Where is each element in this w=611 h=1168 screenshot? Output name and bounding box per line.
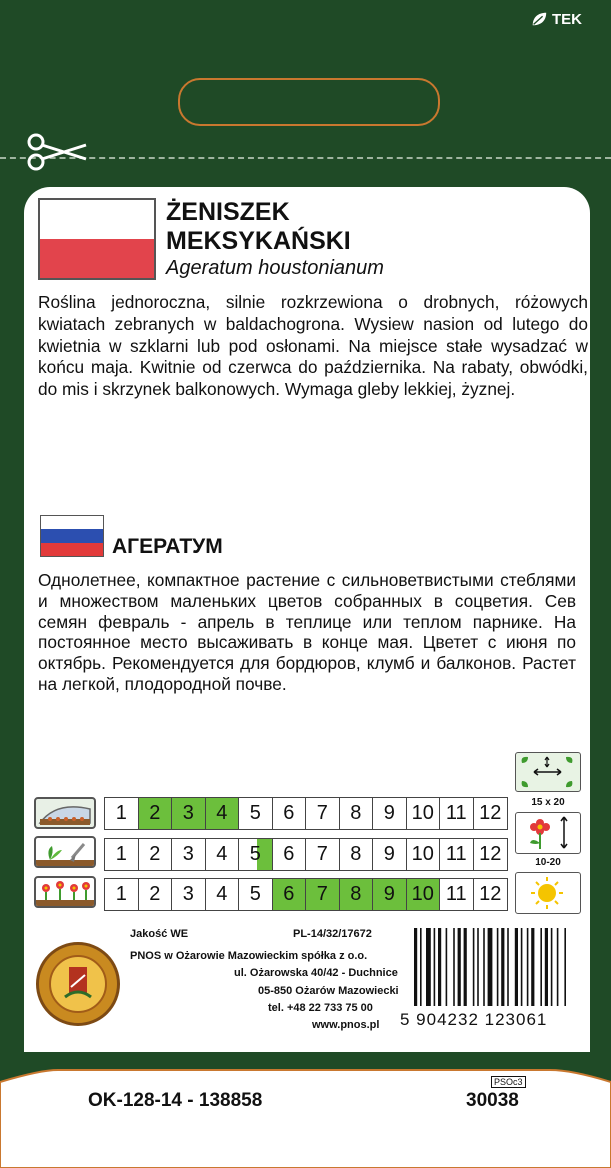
hang-slot (178, 78, 440, 126)
month-cell: 1 (105, 879, 139, 910)
polish-flag-icon (38, 198, 156, 280)
spacing-label: 15 x 20 (531, 797, 565, 808)
greenhouse-icon (34, 797, 96, 829)
month-cell: 9 (373, 798, 407, 829)
month-cell: 11 (440, 839, 474, 870)
company-phone: tel. +48 22 733 75 00 (268, 1002, 373, 1014)
barcode-number: 5 904232 123061 (400, 1010, 548, 1029)
month-cell: 6 (273, 879, 307, 910)
month-cell: 1 (105, 798, 139, 829)
polish-title-line2: MEKSYKAŃSKI (166, 227, 351, 255)
month-cell: 10 (407, 879, 441, 910)
month-cell: 7 (306, 839, 340, 870)
month-cell: 5 (239, 879, 273, 910)
month-cell: 6 (273, 798, 307, 829)
flowers-icon (34, 876, 96, 908)
brand-mark (530, 10, 582, 28)
company-city: 05-850 Ożarów Mazowiecki (258, 985, 399, 997)
polish-title-line1: ŻENISZEK (166, 198, 290, 226)
company-website[interactable]: www.pnos.pl (312, 1019, 380, 1031)
month-cell: 12 (479, 843, 502, 865)
month-cell: 11 (440, 798, 474, 829)
barcode (412, 928, 588, 1020)
month-cell: 9 (373, 879, 407, 910)
month-cell: 12 (479, 802, 502, 824)
month-cell: 12 (479, 883, 502, 905)
russian-description: Однолетнее, компактное растение с сильноветвистыми стеблями и множеством маленьких цветов собранных в соцветия. Сев семян февраль - апрель в теплице или теплом парнике. На постоянное место высаживать в конце мая. Цветет с июня по октябрь. Рекомендуется для бордюров, клумб и балконов. Растет на легкой, плодородной почве. (38, 570, 576, 694)
month-cell: 8 (340, 839, 374, 870)
polish-title (166, 198, 351, 256)
cut-line (0, 157, 611, 159)
plant-height-icon (515, 812, 581, 854)
month-cell: 4 (206, 879, 240, 910)
sun-icon (515, 872, 581, 914)
month-cell: 3 (172, 839, 206, 870)
latin-name: Ageratum houstonianum (166, 257, 384, 279)
trowel-planting-icon (34, 836, 96, 868)
month-cell: 7 (306, 798, 340, 829)
month-cell: 10 (407, 798, 441, 829)
month-cell: 4 (206, 839, 240, 870)
month-cell: 2 (139, 879, 173, 910)
month-cell: 2 (139, 839, 173, 870)
month-cell: 8 (340, 798, 374, 829)
height-label: 10-20 (535, 857, 561, 868)
spacing-icon (515, 752, 581, 792)
month-cell: 8 (340, 879, 374, 910)
polish-description: Roślina jednoroczna, silnie rozkrzewiona o drobnych, różowych kwiatach zebranych w baldachogrona. Wysiew nasion od lutego do kwietnia w szklarni lub pod osłonami. Na miejsce stałe wysadzać w końcu maja. Kwitnie od czerwca do października. Na rabaty, obwódki, do mis i skrzynek balkonowych. Wymaga gleby lekkiej, żyznej. (38, 292, 588, 400)
company-name: PNOS w Ożarowie Mazowieckim spółka z o.o. (130, 950, 368, 962)
month-cell: 3 (172, 879, 206, 910)
month-cell: 11 (440, 879, 474, 910)
month-cell: 2 (139, 798, 173, 829)
month-cell: 6 (273, 839, 307, 870)
registration-number: PL-14/32/17672 (293, 928, 372, 940)
month-cell: 4 (206, 798, 240, 829)
psoc-code: PSOc3 (491, 1076, 526, 1088)
month-cell: 1 (105, 839, 139, 870)
month-cell: 5 (239, 798, 273, 829)
brand-label: TEK (552, 10, 582, 28)
quality-label: Jakość WE (130, 928, 189, 940)
calendar-row-planting (104, 838, 508, 871)
calendar-row-sowing (104, 797, 508, 830)
pnos-seal-logo (36, 942, 120, 1026)
month-cell: 5 (239, 839, 273, 870)
month-cell: 3 (172, 798, 206, 829)
russian-flag-icon (40, 515, 104, 557)
calendar-row-flowering (104, 878, 508, 911)
month-cell: 9 (373, 839, 407, 870)
company-street: ul. Ożarowska 40/42 - Duchnice (234, 967, 398, 979)
russian-title: АГЕРАТУМ (112, 535, 223, 558)
product-code: 30038 (466, 1090, 519, 1111)
ok-code: OK-128-14 - 138858 (88, 1090, 263, 1111)
month-cell: 7 (306, 879, 340, 910)
scissors-icon (26, 132, 90, 172)
leaf-icon (530, 10, 548, 28)
month-cell: 10 (407, 839, 441, 870)
